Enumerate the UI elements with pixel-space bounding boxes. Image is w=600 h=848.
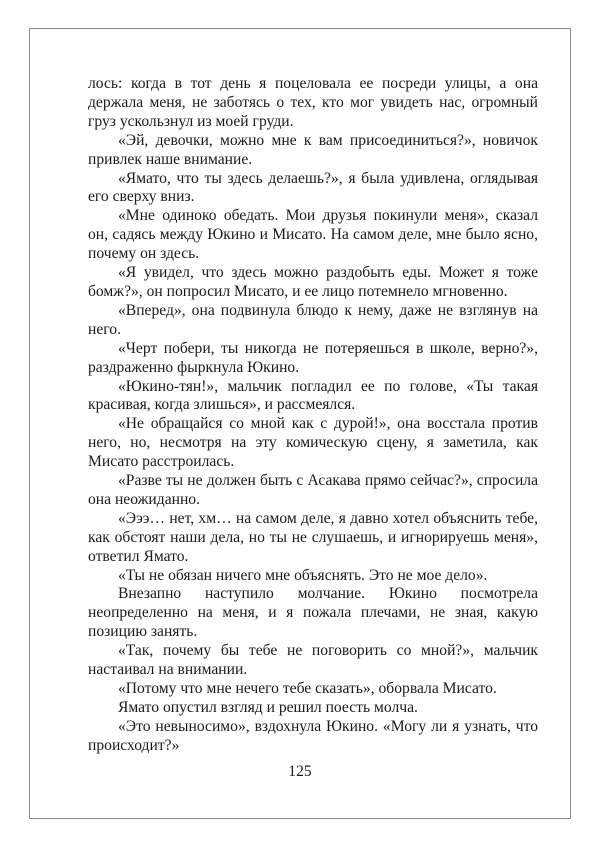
paragraph: Внезапно наступило молчание. Юкино посмотрела неопределенно на меня, и я пожала плечами, не зная, какую позицию занять. — [88, 585, 538, 641]
paragraph: «Это невыносимо», вздохнула Юкино. «Могу ли я узнать, что происходит?» — [88, 717, 538, 754]
paragraph: «Ты не обязан ничего мне объяснять. Это не мое дело». — [118, 566, 488, 584]
paragraph: «Ямато, что ты здесь делаешь?», я была удивлена, оглядывая его сверху вниз. — [88, 169, 538, 206]
paragraph: «Вперед», она подвинула блюдо к нему, даже не взглянув на него. — [88, 301, 538, 338]
paragraph: лось: когда в тот день я поцеловала ее посреди улицы, а она держала меня, не заботясь о тех, кто мог увидеть нас, огромный груз ускользнул из моей груди. — [88, 75, 538, 130]
paragraph: Ямато опустил взгляд и решил поесть молча. — [118, 698, 418, 716]
paragraph: «Я увидел, что здесь можно раздобыть еды. Может я тоже бомж?», он попросил Мисато, и ее лицо потемнело мгновенно. — [88, 264, 538, 300]
paragraph: «Эээ… нет, хм… на самом деле, я давно хотел объяснить тебе, как обстоят наши дела, но ты не слушаешь, и игнорируешь меня», ответил Ямато. — [88, 509, 538, 565]
body-text — [88, 75, 538, 756]
paragraph: «Разве ты не должен быть с Асакава прямо сейчас?», спросила она неожиданно. — [88, 472, 538, 508]
page-number: 125 — [288, 763, 312, 780]
paragraph: «Так, почему бы тебе не поговорить со мной?», мальчик настаивал на внимании. — [88, 642, 538, 679]
paragraph: «Потому что мне нечего тебе сказать», оборвала Мисато. — [118, 680, 497, 697]
paragraph: «Черт побери, ты никогда не потеряешься в школе, верно?», раздраженно фыркнула Юкино. — [88, 339, 538, 376]
paragraph: «Не обращайся со мной как с дурой!», она восстала против него, но, несмотря на эту комическую сцену, я заметила, как Мисато расстроилась. — [88, 415, 538, 471]
paragraph: «Эй, девочки, можно мне к вам присоединиться?», новичок привлек наше внимание. — [88, 131, 538, 168]
paragraph: «Юкино-тян!», мальчик погладил ее по голове, «Ты такая красивая, когда злишься», и рассмеялся. — [88, 377, 538, 414]
paragraph: «Мне одиноко обедать. Мои друзья покинули меня», сказал он, садясь между Юкино и Мисато. На самом деле, мне было ясно, почему он здесь. — [88, 207, 538, 263]
